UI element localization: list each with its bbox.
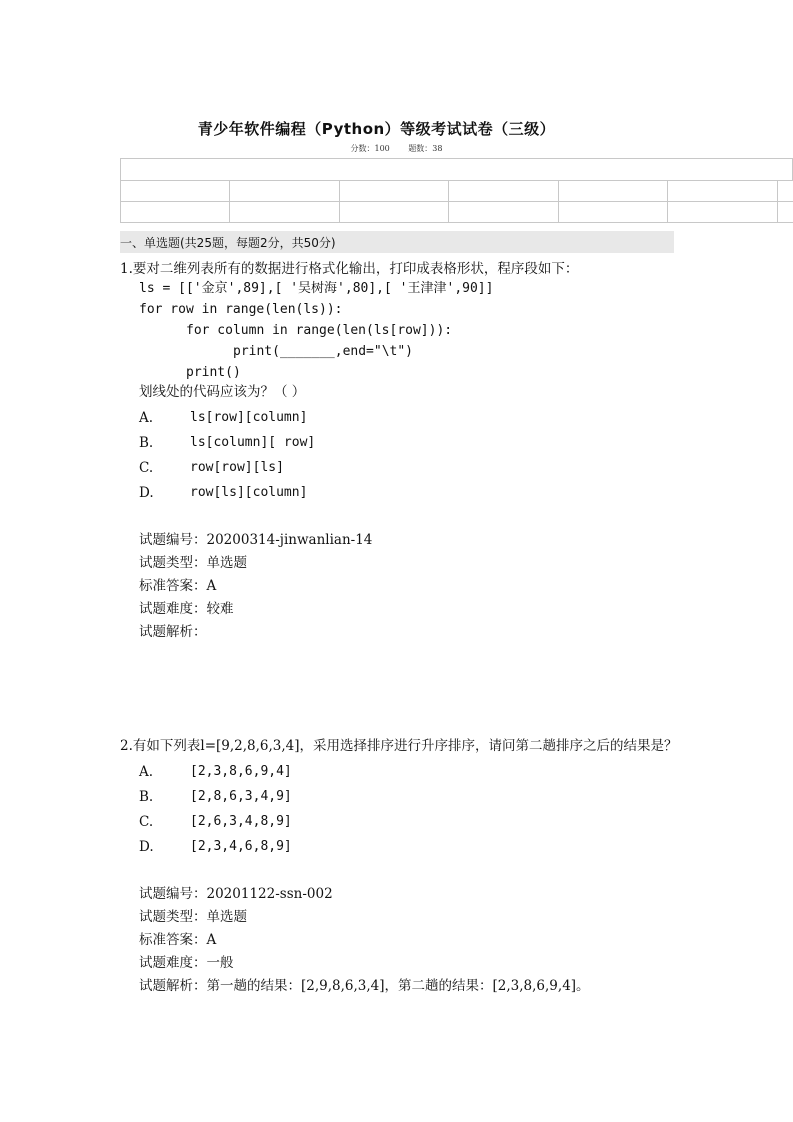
- difficulty: 试题难度：较难: [139, 601, 234, 617]
- option-letter: B.: [139, 789, 154, 805]
- code-line: for column in range(len(ls[row])):: [186, 323, 453, 338]
- total-score: 分数：100: [350, 144, 390, 153]
- question-count: 题数：38: [408, 144, 443, 153]
- option-text: ls[row][column]: [190, 410, 308, 425]
- score-cell: [230, 202, 339, 223]
- option-text: [2,3,4,6,8,9]: [190, 839, 292, 854]
- option-letter: D.: [139, 839, 154, 855]
- option-text: ls[column][ row]: [190, 435, 316, 450]
- option-text: row[row][ls]: [190, 460, 284, 475]
- code-line: for row in range(len(ls)):: [139, 302, 343, 317]
- option-letter: A.: [139, 764, 154, 780]
- option-letter: C.: [139, 460, 154, 476]
- exam-title: 青少年软件编程（Python）等级考试试卷（三级）: [197, 120, 556, 138]
- score-cell: [121, 181, 230, 202]
- question-1-prompt: 划线处的代码应该为？（ ）: [139, 384, 306, 400]
- score-cell: [339, 202, 448, 223]
- score-cell: [777, 181, 792, 202]
- score-table-header-cell: [121, 159, 793, 181]
- score-cell: [121, 202, 230, 223]
- score-cell: [339, 181, 448, 202]
- score-cell: [449, 181, 558, 202]
- option-letter: B.: [139, 435, 154, 451]
- explanation: 试题解析：第一趟的结果：[2,9,8,6,3,4]，第二趟的结果：[2,3,8,6,9,4]。: [139, 978, 590, 994]
- question-1-stem: 1.要对二维列表所有的数据进行格式化输出，打印成表格形状，程序段如下：: [120, 261, 579, 277]
- option-letter: D.: [139, 485, 154, 501]
- score-cell: [558, 202, 667, 223]
- code-line: print(): [186, 365, 241, 380]
- question-type: 试题类型：单选题: [139, 909, 247, 925]
- score-cell: [449, 202, 558, 223]
- standard-answer: 标准答案：A: [139, 578, 217, 594]
- score-table: [120, 158, 793, 223]
- explanation: 试题解析：: [139, 624, 207, 640]
- score-cell: [668, 181, 777, 202]
- section-header: 一、单选题(共25题，每题2分，共50分): [120, 231, 674, 253]
- code-line: ls = [['金京',89],[ '吴树海',80],[ '王津津',90]]: [139, 281, 494, 296]
- code-line: print(_______,end="\t"): [233, 344, 414, 359]
- option-text: [2,6,3,4,8,9]: [190, 814, 292, 829]
- question-id: 试题编号：20201122-ssn-002: [139, 886, 333, 902]
- option-text: [2,3,8,6,9,4]: [190, 764, 292, 779]
- exam-info: [0, 143, 793, 154]
- difficulty: 试题难度：一般: [139, 955, 234, 971]
- score-cell: [777, 202, 792, 223]
- score-cell: [668, 202, 777, 223]
- question-2-stem: 2.有如下列表l=[9,2,8,6,3,4]，采用选择排序进行升序排序，请问第二趟排序之后的结果是？: [120, 738, 678, 754]
- question-id: 试题编号：20200314-jinwanlian-14: [139, 532, 373, 548]
- option-text: [2,8,6,3,4,9]: [190, 789, 292, 804]
- question-type: 试题类型：单选题: [139, 555, 247, 571]
- score-cell: [230, 181, 339, 202]
- score-cell: [558, 181, 667, 202]
- standard-answer: 标准答案：A: [139, 932, 217, 948]
- option-text: row[ls][column]: [190, 485, 308, 500]
- option-letter: C.: [139, 814, 154, 830]
- option-letter: A.: [139, 410, 154, 426]
